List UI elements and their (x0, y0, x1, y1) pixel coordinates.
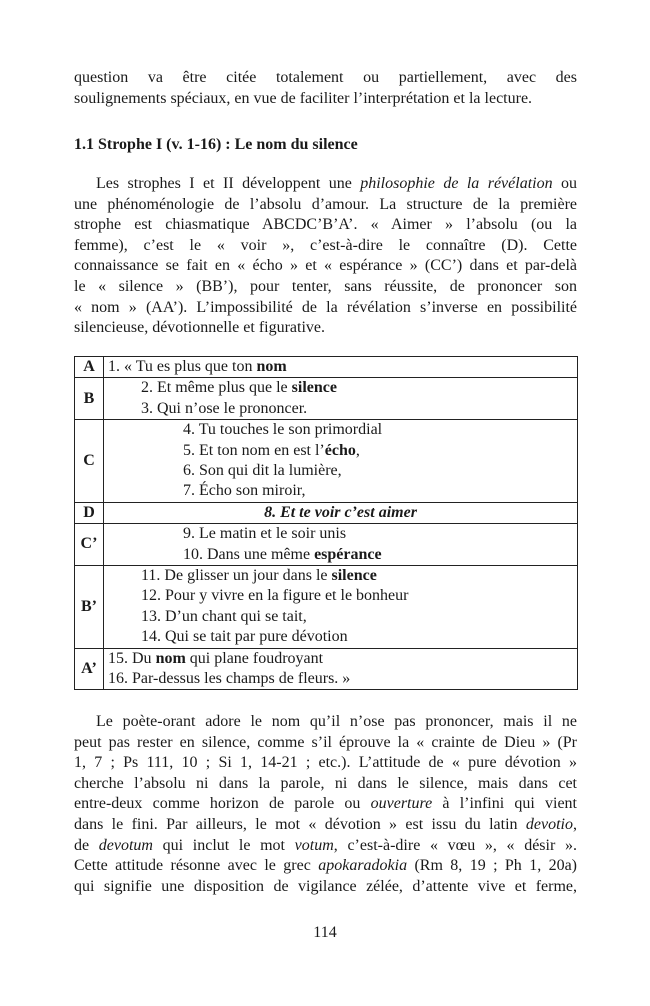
bold-word: écho (324, 441, 356, 459)
emphasis: votum (294, 836, 334, 854)
table-row (75, 524, 578, 566)
verse-line (104, 441, 577, 461)
verse-line (104, 649, 577, 669)
bold-italic-verse: 8. Et te voir c’est aimer (264, 503, 417, 521)
strophe-table (74, 356, 578, 690)
text-run: Les strophes I et II développent une (96, 175, 361, 192)
text-line: connaissance se fait en « écho » et « espérance » (CC’) dans et par-delà (74, 257, 577, 275)
verse-cell (104, 502, 578, 523)
paragraph-structure (74, 174, 577, 339)
bold-word: espérance (314, 545, 382, 563)
text-run: , (355, 441, 360, 459)
verse-line (104, 566, 577, 586)
text-line (74, 815, 577, 836)
row-label: D (75, 502, 104, 523)
text-run: Cette attitude résonne avec le grec (74, 857, 319, 875)
text-run: (Rm 8, 19 ; Ph 1, 20a) (407, 857, 578, 875)
verse-cell (104, 524, 578, 566)
verse-line: 9. Le matin et le soir unis (183, 525, 347, 543)
verse-line: 6. Son qui dit la lumière, (183, 461, 342, 479)
bold-word: nom (256, 358, 287, 375)
intro-paragraph (74, 68, 577, 109)
paragraph-devotion (74, 712, 577, 897)
text-line: strophe est chiasmatique ABCDC’B’A’. « Aimer » l’absolu (ou la (74, 216, 577, 234)
emphasis: ouverture (370, 795, 433, 813)
text-line: soulignements spéciaux, en vue de faciliter l’interprétation et la lecture. (74, 89, 533, 107)
text-run: de (74, 836, 99, 854)
verse-line: 13. D’un chant qui se tait, (141, 607, 307, 625)
bold-word: nom (155, 649, 186, 667)
table-row (75, 648, 578, 690)
verse-line (104, 503, 577, 523)
text-line: 1, 7 ; Ps 111, 10 ; Si 1, 14-21 ; etc.). L’attitude de « pure dévotion » (74, 754, 577, 772)
text-line (74, 836, 577, 857)
text-run: qui plane foudroyant (185, 649, 324, 667)
row-label: B’ (75, 565, 104, 648)
text-line (74, 794, 577, 815)
text-line: cherche l’absolu ni dans la parole, ni dans le silence, mais dans cet (74, 774, 577, 792)
verse-cell (104, 565, 578, 648)
verse-line (104, 357, 577, 377)
row-label: A’ (75, 648, 104, 690)
row-label: C (75, 420, 104, 503)
text-run: 10. Dans une même (183, 545, 315, 563)
text-line: le « silence » (BB’), pour tenter, sans réussite, de prononcer son (74, 277, 577, 295)
verse-line: 7. Écho son miroir, (183, 482, 306, 500)
text-run: 11. De glisser un jour dans le (141, 566, 332, 584)
text-line (74, 856, 577, 877)
text-run: 15. Du (108, 649, 156, 667)
table-row (75, 565, 578, 648)
section-heading: 1.1 Strophe I (v. 1-16) : Le nom du silence (74, 136, 358, 153)
emphasis: devotum (98, 836, 153, 854)
text-run: 1. « Tu es plus que ton (108, 358, 257, 375)
text-run: dans le fini. Par ailleurs, le mot « dévotion » est issu du latin (74, 815, 526, 833)
text-run: entre-deux comme horizon de parole ou (74, 795, 371, 813)
verse-line: 3. Qui n’ose le prononcer. (141, 399, 308, 417)
text-run: à l’infini qui vient (432, 795, 577, 813)
verse-line: 4. Tu touches le son primordial (183, 421, 383, 439)
row-label: C’ (75, 524, 104, 566)
text-line: silencieuse, dévotionnelle et figurative. (74, 319, 326, 337)
text-line: question va être citée totalement ou partiellement, avec des (74, 69, 577, 86)
emphasis: philosophie de la révélation (360, 175, 553, 192)
page-number: 114 (313, 924, 337, 941)
verse-cell (104, 357, 578, 378)
text-run: 5. Et ton nom en est l’ (183, 441, 325, 459)
text-line: « nom » (AA’). L’impossibilité de la révélation s’inverse en possibilité (74, 298, 577, 316)
table-row (75, 502, 578, 523)
bold-word: silence (331, 566, 377, 584)
verse-line: 14. Qui se tait par pure dévotion (141, 628, 348, 646)
text-run: , (573, 815, 577, 833)
row-label: A (75, 357, 104, 378)
verse-line (104, 378, 577, 398)
row-label: B (75, 378, 104, 420)
text-line: qui signifie une disposition de vigilance zélée, d’attente vive et ferme, (74, 877, 577, 895)
text-run: ou (552, 175, 578, 192)
text-run: , c’est-à-dire « vœu », « désir ». (333, 836, 577, 854)
emphasis: apokaradokia (318, 857, 408, 875)
verse-line: 12. Pour y vivre en la figure et le bonheur (141, 587, 409, 605)
text-run: 2. Et même plus que le (141, 379, 292, 397)
emphasis: devotio (525, 815, 573, 833)
text-run: qui inclut le mot (152, 836, 295, 854)
verse-line (104, 545, 577, 565)
text-line: Le poète-orant adore le nom qu’il n’ose pas prononcer, mais il ne (96, 713, 577, 730)
table-row (75, 420, 578, 503)
verse-cell (104, 378, 578, 420)
verse-cell (104, 648, 578, 690)
text-line: femme), c’est le « voir », c’est-à-dire le connaître (D). Cette (74, 236, 577, 254)
verse-cell (104, 420, 578, 503)
text-line (74, 174, 577, 195)
text-line: une phénoménologie de l’absolu d’amour. La structure de la première (74, 195, 577, 213)
bold-word: silence (291, 379, 337, 397)
table-row (75, 378, 578, 420)
verse-line: 16. Par-dessus les champs de fleurs. » (108, 669, 351, 687)
text-line: peut pas rester en silence, comme s’il éprouve la « crainte de Dieu » (Pr (74, 733, 577, 751)
table-row (75, 357, 578, 378)
